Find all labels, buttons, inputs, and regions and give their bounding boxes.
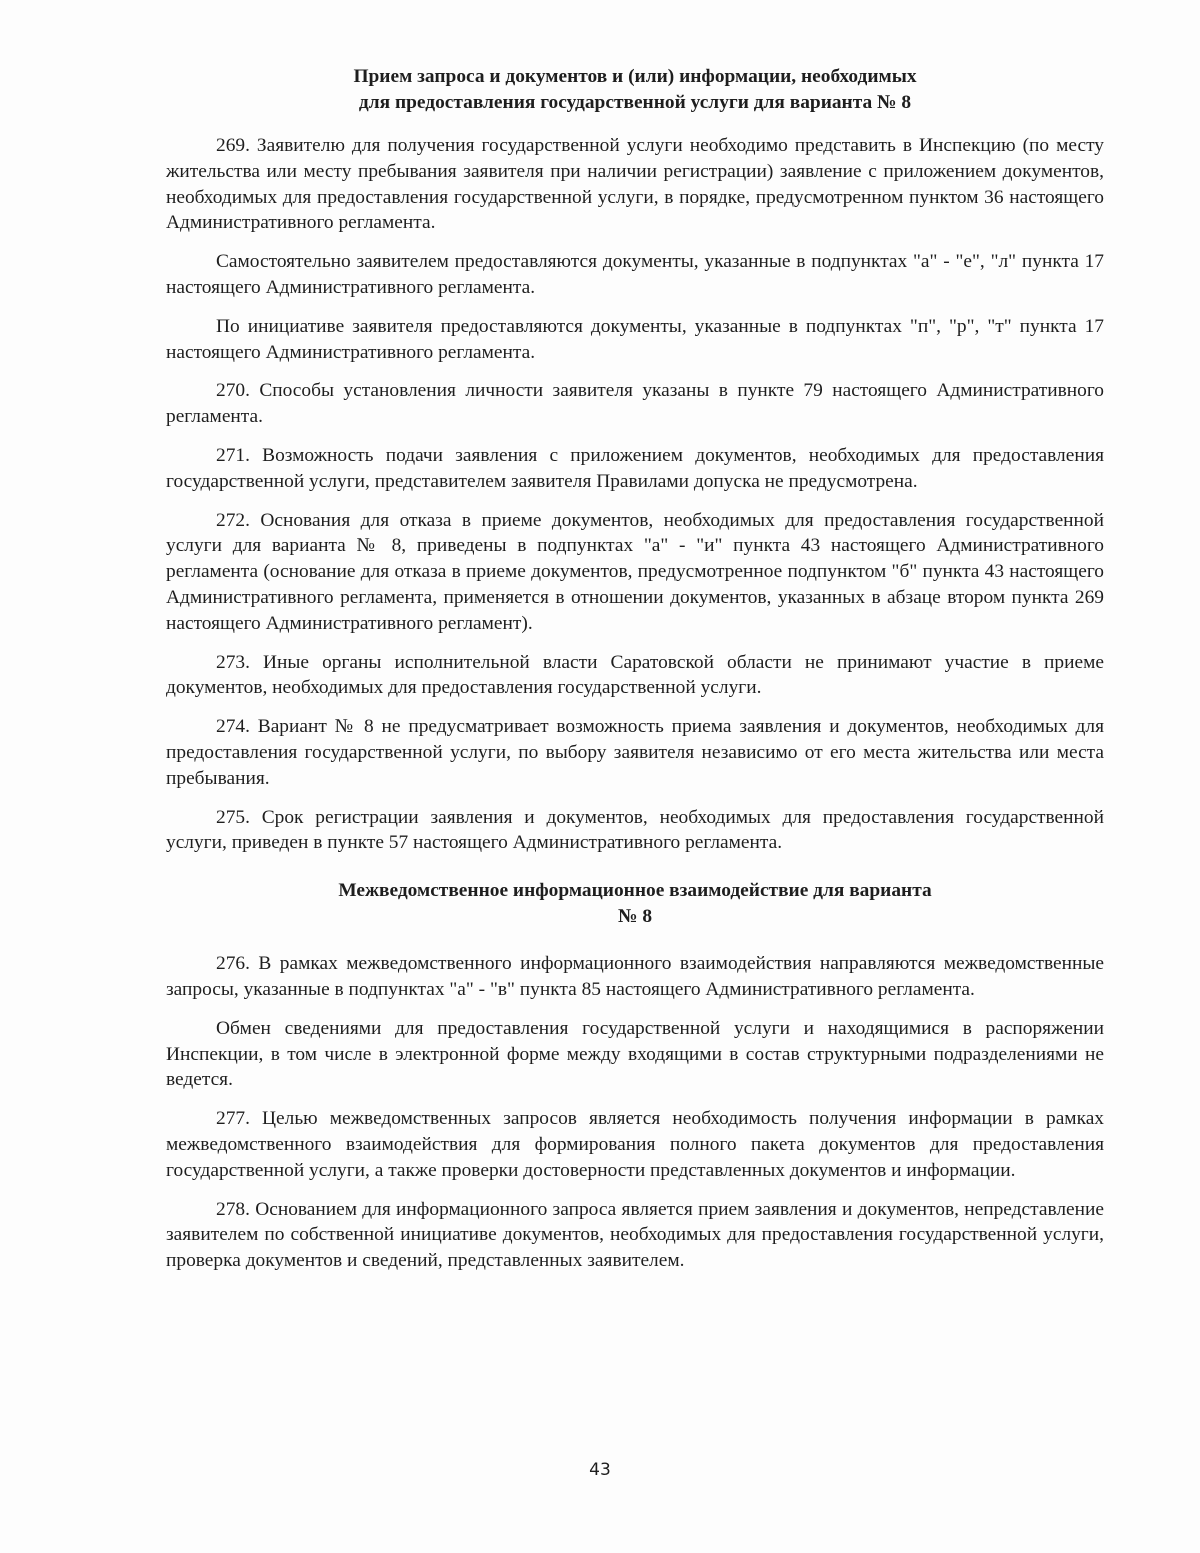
- heading-line: для предоставления государственной услуги для варианта № 8: [358, 91, 912, 113]
- heading-line: Прием запроса и документов и (или) информации, необходимых: [353, 66, 917, 87]
- paragraph-272: 272. Основания для отказа в приеме документов, необходимых для предоставления государственной услуги для варианта № 8, приведены в подпунктах "а" - "и" пункта 43 настоящего Административного регламента (основание для отказа в приеме документов, предусмотренное подпунктом "б" пункта 43 настоящего Административного регламента, применяется в отношении документов, указанных в абзаце втором пункта 269 настоящего Административного регламент).: [166, 509, 1104, 634]
- paragraph-273: 273. Иные органы исполнительной власти Саратовской области не принимают участие в приеме документов, необходимых для предоставления государственной услуги.: [166, 651, 1104, 699]
- page-content: [166, 64, 1104, 1274]
- section-heading-acceptance: [166, 64, 1104, 115]
- paragraph-270: 270. Способы установления личности заявителя указаны в пункте 79 настоящего Административного регламента.: [166, 380, 1104, 428]
- paragraph-276: 276. В рамках межведомственного информационного взаимодействия направляются межведомственные запросы, указанные в подпунктах "а" - "в" пункта 85 настоящего Административного регламента.: [166, 953, 1104, 1000]
- heading-line: № 8: [617, 905, 653, 927]
- paragraph-274: 274. Вариант № 8 не предусматривает возможность приема заявления и документов, необходимых для предоставления государственной услуги, по выбору заявителя независимо от его места жительства или места пребывания.: [166, 716, 1104, 789]
- paragraph-278: 278. Основанием для информационного запроса является прием заявления и документов, непредставление заявителем по собственной инициативе документов, необходимых для предоставления государственной услуги, проверка документов и сведений, представленных заявителем.: [166, 1198, 1104, 1272]
- page-number: 43: [589, 1460, 611, 1480]
- paragraph-271: 271. Возможность подачи заявления с приложением документов, необходимых для предоставления государственной услуги, представителем заявителя Правилами допуска не предусмотрена.: [166, 444, 1104, 492]
- paragraph-276-exchange: Обмен сведениями для предоставления государственной услуги и находящимися в распоряжении Инспекции, в том числе в электронной форме между входящими в состав структурными подразделениями не ведется.: [166, 1017, 1104, 1091]
- heading-line: Межведомственное информационное взаимодействие для варианта: [338, 880, 932, 902]
- paragraph-269: 269. Заявителю для получения государственной услуги необходимо представить в Инспекцию (по месту жительства или месту пребывания заявителя при наличии регистрации) заявление с приложением документов, необходимых для предоставления государственной услуги, в порядке, предусмотренном пунктом 36 настоящего Административного регламента.: [166, 135, 1104, 234]
- section-heading-interagency: [166, 878, 1104, 929]
- paragraph-277: 277. Целью межведомственных запросов является необходимость получения информации в рамках межведомственного взаимодействия для формирования полного пакета документов для предоставления государственной услуги, а также проверки достоверности представленных документов и информации.: [166, 1108, 1104, 1181]
- paragraph-269-initiative-docs: По инициативе заявителя предоставляются документы, указанные в подпунктах "п", "р", "т" пункта 17 настоящего Административного регламента.: [166, 315, 1104, 363]
- paragraph-275: 275. Срок регистрации заявления и документов, необходимых для предоставления государственной услуги, приведен в пункте 57 настоящего Административного регламента.: [166, 806, 1104, 854]
- paragraph-269-independent-docs: Самостоятельно заявителем предоставляются документы, указанные в подпунктах "а" - "е", "л" пункта 17 настоящего Административного регламента.: [166, 251, 1104, 298]
